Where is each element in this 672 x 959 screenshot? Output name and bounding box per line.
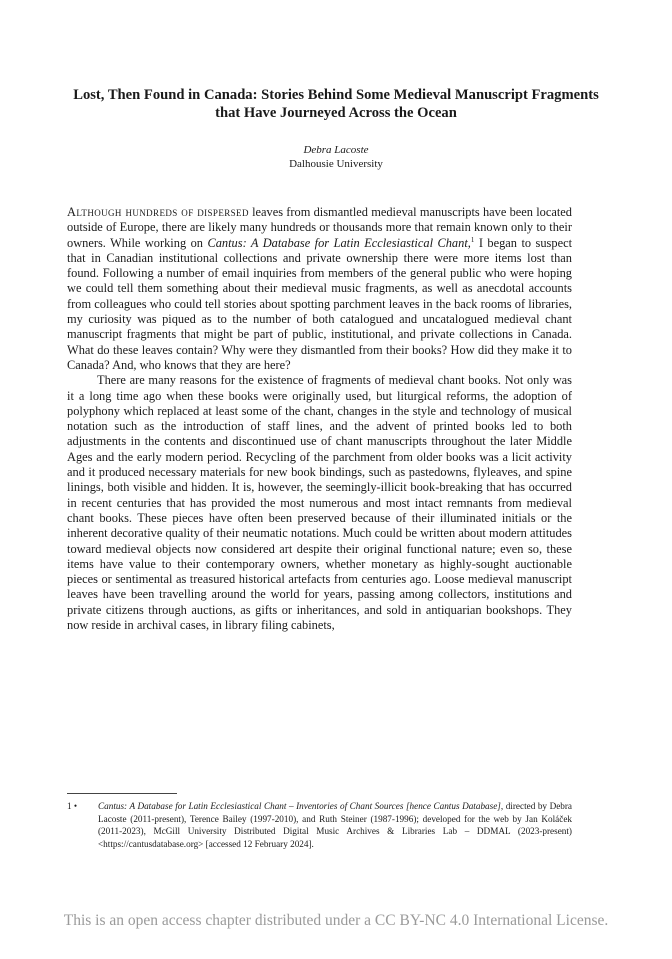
footnote-body: , directed by Debra Lacoste (2011-present), Terence Bailey (1997-2010), and Ruth Steiner (1987-1996); developed for the web by Jan Koláček (2011-2023), McGill University Distributed Digital Music Archives & Libraries Lab – DDMAL (2023-present) <https://cantusdatabase.org> [accessed 12 February 2024]. bbox=[98, 801, 573, 849]
opening-smallcaps: Although hundreds of dispersed bbox=[67, 205, 249, 219]
footnote-ref-1[interactable]: 1 bbox=[470, 235, 475, 244]
paragraph-1 bbox=[67, 205, 572, 373]
chapter-title: Lost, Then Found in Canada: Stories Behind Some Medieval Manuscript Fragments that Have Journeyed Across the Ocean bbox=[73, 87, 599, 121]
paragraph-2: There are many reasons for the existence of fragments of medieval chant books. Not only was it a long time ago when these books were originally used, but liturgical reforms, the adoption of polyphony which replaced at least some of the chant, changes in the style and technology of musical notation such as the introduction of staff lines, and the advent of printed books led to both adjustments in the contents and discontinued use of chant manuscripts throughout the later Middle Ages and the early modern period. Recycling of the parchment from older books was a licit activity and it produced necessary materials for new book bindings, such as pastedowns, flyleaves, and spine linings, both visible and hidden. It is, however, the seemingly-illicit book-breaking that has occurred in recent centuries that has provided the most numerous and most intact remnants from medieval chant books. These pieces have often been preserved because of their illuminated initials or the inherent decorative quality of their neumatic notations. Much could be written about modern attitudes toward medieval objects now considered art despite their original functional nature; even so, these items have value to their contemporary owners, whether monetary as highly-sought auctionable pieces or sentimental as treasured historical artefacts from centuries ago. Loose medieval manuscript leaves have been travelling around the world for years, passing among collectors, institutions and private citizens through auctions, as gifts or inheritances, and sold in antiquarian bookshops. They now reside in archival cases, in library filing cabinets, bbox=[67, 373, 572, 633]
footnote-text bbox=[98, 800, 572, 850]
author-name: Debra Lacoste bbox=[303, 144, 369, 156]
author-affiliation: Dalhousie University bbox=[289, 158, 383, 170]
license-notice: This is an open access chapter distributed under a CC BY-NC 4.0 International License. bbox=[63, 912, 609, 929]
paragraph-1-part-a: leaves from dismantled medieval manuscripts have been located outside of Europe, there are likely many hundreds or thousands more that remain known only to their owners. While working on bbox=[67, 205, 572, 250]
footnote-1 bbox=[67, 800, 572, 850]
footnote-italic-title: Cantus: A Database for Latin Ecclesiastical Chant – Inventories of Chant Sources [hence Cantus Database] bbox=[98, 801, 501, 811]
footnote-divider bbox=[67, 793, 177, 794]
main-text bbox=[67, 205, 572, 633]
database-title: Cantus: A Database for Latin Ecclesiastical Chant, bbox=[207, 235, 471, 250]
paragraph-1-part-b: I began to suspect that in Canadian institutional collections and private ownership there were more items lost than found. Following a number of email inquiries from members of the general public who were hoping we could tell them something about their medieval music fragments, as well as anecdotal accounts from colleagues who could tell stories about spotting parchment leaves in the back rooms of libraries, my curiosity was piqued as to the number of both catalogued and uncatalogued medieval chant manuscript fragments that might be part of public, institutional, and private collections in Canada. What do these leaves contain? Why were they dismantled from their books? How did they make it to Canada? And, who knows that they are here? bbox=[67, 235, 573, 372]
footnote-number: 1 • bbox=[67, 801, 78, 811]
